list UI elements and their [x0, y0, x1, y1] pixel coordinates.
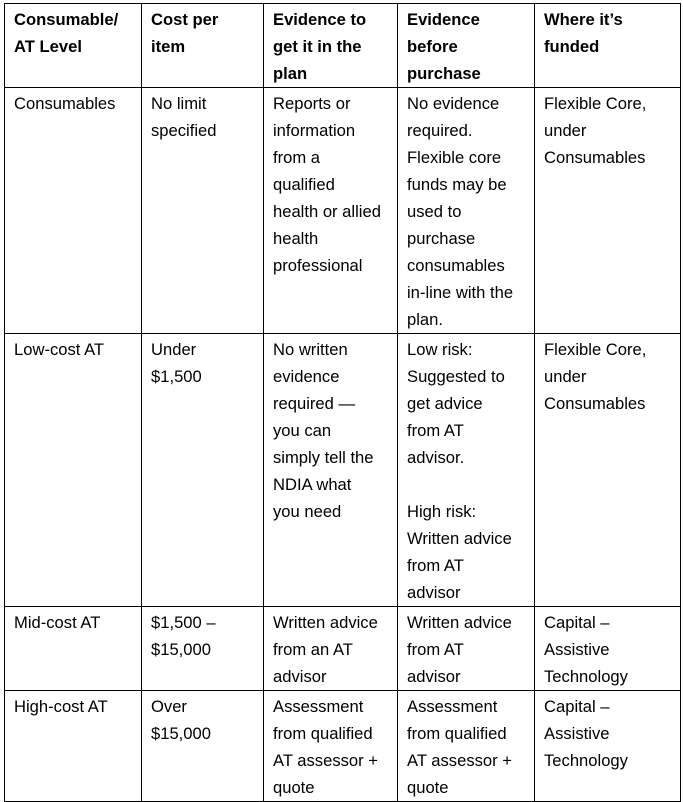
cell-text-line: evidence — [273, 367, 340, 386]
cell-text-line: AT assessor + — [407, 751, 512, 770]
cell-text-line: used to — [407, 202, 462, 221]
table-row — [5, 691, 681, 802]
header-cell-evidence-purchase — [398, 4, 535, 88]
cell-text-line: Written advice — [407, 613, 512, 632]
cell-text-line: Capital – — [544, 697, 610, 716]
cell-text-line: No evidence — [407, 94, 500, 113]
cell-text-line: Low-cost AT — [14, 340, 105, 359]
cell-text-line: quote — [407, 778, 449, 797]
cell-text-line: Assistive — [544, 724, 610, 743]
cell-text-line: Low risk: — [407, 340, 473, 359]
cell-text-line: Consumable/ — [14, 10, 119, 29]
cell-text-line: Technology — [544, 667, 628, 686]
cell-text-line: Over — [151, 697, 187, 716]
cell-funded — [535, 691, 681, 802]
header-cell-level — [5, 4, 142, 88]
cell-text-line: from an AT — [273, 640, 353, 659]
cell-cost — [142, 607, 264, 691]
cell-text-line: item — [151, 37, 186, 56]
table-row — [5, 607, 681, 691]
table-row — [5, 88, 681, 334]
cell-funded — [535, 607, 681, 691]
cell-text-line: purchase — [407, 229, 476, 248]
cell-text-line: information — [273, 121, 356, 140]
cell-text-line: plan — [273, 64, 308, 83]
cell-text-line: advisor — [407, 667, 461, 686]
cell-text-line: get advice — [407, 394, 483, 413]
cell-evidence-plan — [264, 691, 398, 802]
cell-text-line: Assessment — [273, 697, 364, 716]
cell-cost — [142, 691, 264, 802]
cell-evidence-purchase — [398, 334, 535, 607]
cell-text-line: No limit — [151, 94, 207, 113]
cell-text-line: $1,500 – — [151, 613, 216, 632]
cell-text-line: from qualified — [273, 724, 373, 743]
cell-level — [5, 334, 142, 607]
header-cell-cost — [142, 4, 264, 88]
cell-evidence-plan — [264, 88, 398, 334]
cell-text-line: Flexible core — [407, 148, 502, 167]
cell-text-line: Consumables — [544, 394, 646, 413]
cell-text-line: Assistive — [544, 640, 610, 659]
header-cell-evidence-plan — [264, 4, 398, 88]
cell-text-line: specified — [151, 121, 217, 140]
cell-text-line: health or allied — [273, 202, 381, 221]
cell-text-line: Mid-cost AT — [14, 613, 101, 632]
cell-text-line: Consumables — [544, 148, 646, 167]
cell-cost — [142, 334, 264, 607]
cell-evidence-plan — [264, 334, 398, 607]
cell-text-line: Flexible Core, — [544, 94, 647, 113]
cell-text-line: Technology — [544, 751, 628, 770]
cell-text-line: High-cost AT — [14, 697, 108, 716]
cell-text-line: in-line with the — [407, 283, 514, 302]
cell-text-line: AT Level — [14, 37, 82, 56]
cell-level — [5, 691, 142, 802]
cell-text-line: you need — [273, 502, 342, 521]
cell-text-line: under — [544, 367, 587, 386]
cell-text-line: from AT — [407, 556, 464, 575]
cell-text-line: AT assessor + — [273, 751, 378, 770]
cell-funded — [535, 334, 681, 607]
cell-text-line: plan. — [407, 310, 443, 329]
cell-text-line: from qualified — [407, 724, 507, 743]
cell-text-line: required. — [407, 121, 473, 140]
cell-text-line: $15,000 — [151, 724, 211, 743]
header-cell-funded — [535, 4, 681, 88]
cell-text-line: funded — [544, 37, 600, 56]
cell-spacer — [407, 471, 526, 498]
cell-text-line: $1,500 — [151, 367, 202, 386]
table-row — [5, 334, 681, 607]
cell-text-line: funds may be — [407, 175, 507, 194]
cell-text-line: $15,000 — [151, 640, 211, 659]
cell-text-line: Consumables — [14, 94, 116, 113]
cell-text-line: under — [544, 121, 587, 140]
cell-cost — [142, 88, 264, 334]
cell-text-line: Reports or — [273, 94, 351, 113]
cell-text-line: Where it’s — [544, 10, 623, 29]
cell-level — [5, 607, 142, 691]
cell-text-line: Evidence to — [273, 10, 367, 29]
cell-text-line: required — — [273, 394, 356, 413]
cell-text-line: advisor — [273, 667, 327, 686]
cell-text-line: NDIA what — [273, 475, 352, 494]
cell-text-line: Under — [151, 340, 197, 359]
cell-text-line: advisor — [407, 583, 461, 602]
header-row — [5, 4, 681, 88]
cell-text-line: from a — [273, 148, 321, 167]
cell-text-line: Capital – — [544, 613, 610, 632]
cell-text-line: Suggested to — [407, 367, 505, 386]
funding-table — [4, 3, 681, 802]
cell-text-line: Written advice — [273, 613, 378, 632]
cell-text-line: before — [407, 37, 458, 56]
cell-text-line: Assessment — [407, 697, 498, 716]
cell-text-line: No written — [273, 340, 348, 359]
cell-text-line: High risk: — [407, 502, 477, 521]
cell-text-line: health — [273, 229, 319, 248]
cell-text-line: advisor. — [407, 448, 465, 467]
cell-text-line: from AT — [407, 421, 464, 440]
cell-evidence-purchase — [398, 88, 535, 334]
cell-text-line: qualified — [273, 175, 335, 194]
cell-text-line: you can — [273, 421, 332, 440]
cell-text-line: simply tell the — [273, 448, 374, 467]
cell-text-line: Cost per — [151, 10, 219, 29]
cell-text-line: quote — [273, 778, 315, 797]
cell-text-line: get it in the — [273, 37, 362, 56]
cell-text-line: Evidence — [407, 10, 480, 29]
cell-funded — [535, 88, 681, 334]
cell-text-line: professional — [273, 256, 363, 275]
cell-text-line: Written advice — [407, 529, 512, 548]
cell-text-line: purchase — [407, 64, 481, 83]
cell-level — [5, 88, 142, 334]
cell-evidence-plan — [264, 607, 398, 691]
cell-evidence-purchase — [398, 607, 535, 691]
cell-text-line: Flexible Core, — [544, 340, 647, 359]
cell-text-line: from AT — [407, 640, 464, 659]
cell-text-line: consumables — [407, 256, 505, 275]
cell-evidence-purchase — [398, 691, 535, 802]
